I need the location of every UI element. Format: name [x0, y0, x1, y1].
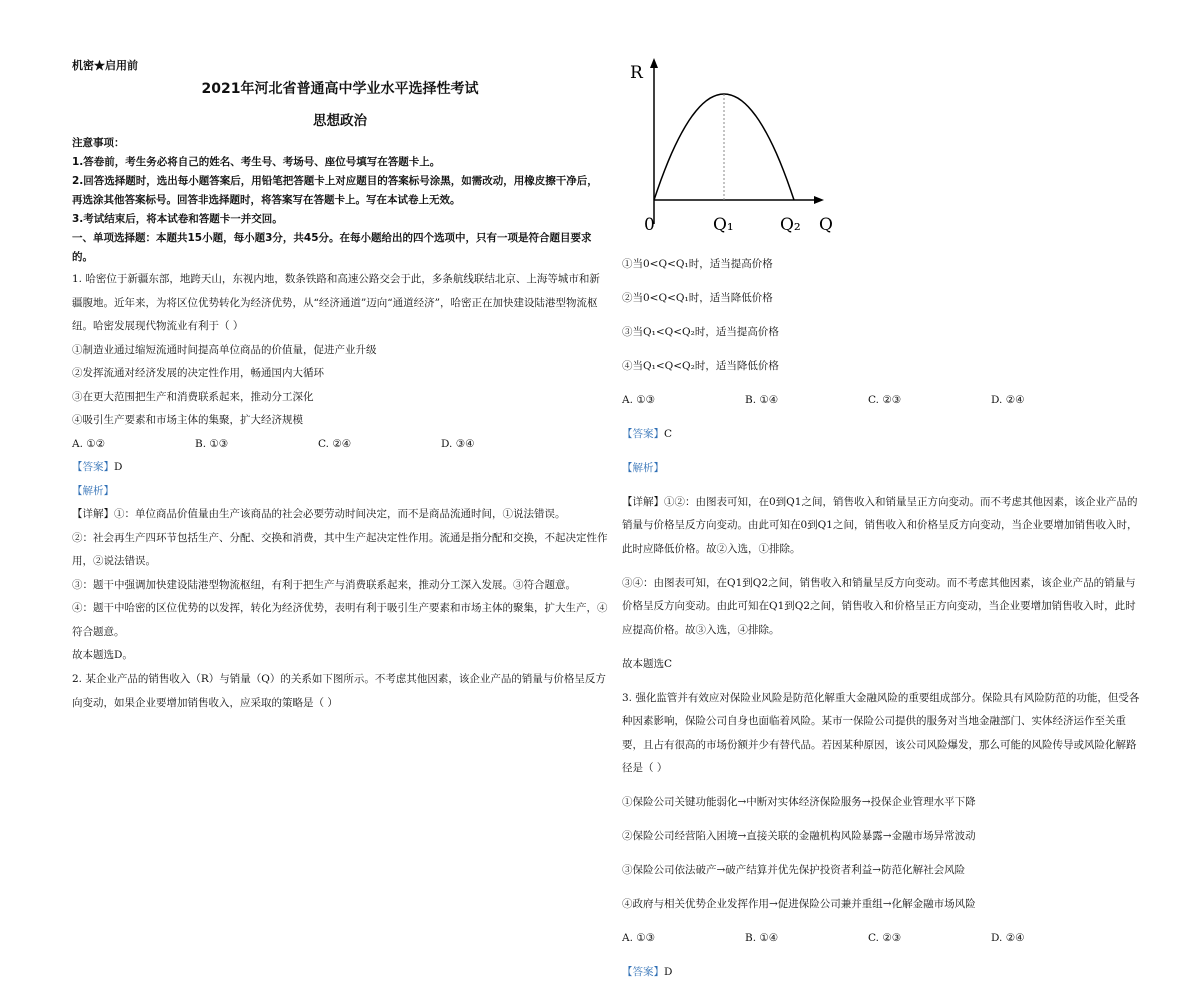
answer-tag: 【答案】: [622, 966, 664, 978]
statement: ①制造业通过缩短流通时间提高单位商品的价值量，促进产业升级: [72, 343, 377, 356]
statement: ①保险公司关键功能弱化→中断对实体经济保险服务→投保企业管理水平下降: [622, 796, 976, 808]
answer-line: [622, 961, 1144, 985]
statement: ②当0<Q<Q₁时，适当降低价格: [622, 291, 773, 304]
detail-line: ②：社会再生产四环节包括生产、分配、交换和消费，其中生产起决定性作用。流通是指分配和交换，不起决定性作用，②说法错误。: [72, 531, 608, 567]
detail-line: 故本题选C: [622, 657, 673, 670]
answer-tag: 【答案】: [622, 427, 664, 440]
option-a: A. ①②: [72, 437, 106, 450]
y-axis-arrow: [650, 58, 658, 68]
statement: ④吸引生产要素和市场主体的集聚，扩大经济规模: [72, 414, 303, 426]
analysis-tag: 【解析】: [72, 484, 114, 497]
question-stem: 3. 强化监管并有效应对保险业风险是防范化解重大金融风险的重要组成部分。保险具有风险防范的功能，但受各种因素影响，保险公司自身也面临着风险。某市一保险公司提供的服务对当地金融部门、实体经济运作至关重要，且占有很高的市场份额并少有替代品。若因某种原因，该公司风险爆发，那么可能的风险传导或风险化解路径是（ ）: [622, 691, 1140, 774]
subject-title: 思想政治: [313, 113, 367, 129]
answer-tag: 【答案】: [72, 461, 114, 473]
section-heading: 一、单项选择题：本题共15小题，每小题3分，共45分。在每小题给出的四个选项中，只有一项是符合题目要求的。: [72, 232, 592, 263]
option-c: C. ②④: [318, 437, 352, 450]
origin-label: 0: [644, 215, 655, 235]
detail-line: ③④：由图表可知，在Q1到Q2之间，销售收入和销量呈反方向变动。而不考虑其他因素，该企业产品的销量与价格呈反方向变动。由此可知在Q1到Q2之间，销售收入和价格呈正方向变动，当企业要增加销售收入时，此时应提高价格。故③入选，④排除。: [622, 576, 1136, 636]
options-row: [622, 389, 1144, 413]
option-d: D. ②④: [991, 932, 1025, 944]
detail-line: ④：题干中哈密的区位优势的以发挥，转化为经济优势，表明有利于吸引生产要素和市场主体的聚集，扩大生产，④符合题意。: [72, 602, 608, 638]
answer-value: D: [114, 461, 123, 473]
notes-item: 3.考试结束后，将本试卷和答题卡一并交回。: [72, 213, 283, 225]
x-axis-arrow: [814, 196, 824, 204]
statement: ②保险公司经营陷入困境→直接关联的金融机构风险暴露→金融市场异常波动: [622, 830, 976, 842]
question-2-stem: [72, 668, 608, 715]
option-b: B. ①④: [745, 932, 779, 944]
statement: ④当Q₁<Q<Q₂时，适当降低价格: [622, 359, 779, 372]
q2-label: Q₂: [780, 215, 801, 235]
answer-value: D: [664, 966, 673, 978]
question-stem: 1. 哈密位于新疆东部，地跨天山，东视内地，数条铁路和高速公路交会于此，多条航线联结北京、上海等城市和新疆腹地。近年来，为将区位优势转化为经济优势，从“经济通道”迈向“通道经济”，哈密正在加快建设陆港型物流枢纽。哈密发展现代物流业有利于（ ）: [72, 273, 600, 332]
secret-label: 机密★启用前: [72, 59, 138, 72]
revenue-quantity-graph: [622, 56, 852, 241]
statement: ①当0<Q<Q₁时，适当提高价格: [622, 257, 773, 270]
notes-section: [72, 134, 608, 267]
question-1: [72, 268, 608, 668]
option-a: A. ①③: [622, 932, 656, 944]
notes-item: 2.回答选择题时，选出每小题答案后，用铅笔把答题卡上对应题目的答案标号涂黑，如需改动，用橡皮擦干净后，再选涂其他答案标号。回答非选择题时，将答案写在答题卡上。写在本试卷上无效。: [72, 175, 598, 206]
option-d: D. ②④: [991, 393, 1025, 406]
option-d: D. ③④: [441, 437, 475, 450]
detail-line: 故本题选D。: [72, 649, 133, 661]
option-c: C. ②③: [868, 932, 902, 944]
analysis-tag: 【解析】: [622, 461, 664, 474]
notes-item: 1.答卷前，考生务必将自己的姓名、考生号、考场号、座位号填写在答题卡上。: [72, 156, 441, 168]
options-row: [72, 433, 608, 457]
x-axis-label: Q: [819, 215, 833, 235]
detail-line: 【详解】①②：由图表可知，在0到Q1之间，销售收入和销量呈正方向变动。而不考虑其他因素，该企业产品的销量与价格呈反方向变动。由此可知在0到Q1之间，销售收入和价格呈反方向变动，当企业要增加销售收入时，此时应降低价格。故②入选，①排除。: [622, 495, 1138, 555]
option-c: C. ②③: [868, 393, 902, 406]
exam-title: 2021年河北省普通高中学业水平选择性考试: [201, 81, 479, 97]
statement: ③当Q₁<Q<Q₂时，适当提高价格: [622, 325, 779, 338]
detail-line: 【详解】①：单位商品价值量由生产该商品的社会必要劳动时间决定，而不是商品流通时间，①说法错误。: [72, 508, 566, 520]
statement: ③保险公司依法破产→破产结算并优先保护投资者利益→防范化解社会风险: [622, 864, 966, 876]
answer-line: [72, 456, 608, 480]
option-b: B. ①④: [745, 393, 779, 406]
answer-line: [622, 423, 1144, 447]
statement: ②发挥流通对经济发展的决定性作用，畅通国内大循环: [72, 367, 324, 379]
answer-value: C: [664, 427, 673, 440]
options-row: [622, 927, 1144, 951]
option-a: A. ①③: [622, 393, 656, 406]
statement: ③在更大范围把生产和消费联系起来，推动分工深化: [72, 390, 314, 403]
question-stem: 2. 某企业产品的销售收入（R）与销量（Q）的关系如下图所示。不考虑其他因素，该企业产品的销量与价格呈反方向变动，如果企业要增加销售收入，应采取的策略是（ ）: [72, 673, 606, 709]
detail-line: ③：题干中强调加快建设陆港型物流枢纽，有利于把生产与消费联系起来，推动分工深入发展。③符合题意。: [72, 578, 576, 591]
question-2-body: [622, 242, 1144, 995]
statement: ④政府与相关优势企业发挥作用→促进保险公司兼并重组→化解金融市场风险: [622, 898, 976, 910]
y-axis-label: R: [630, 63, 643, 83]
q1-label: Q₁: [713, 215, 734, 235]
notes-heading: 注意事项：: [72, 137, 125, 149]
option-b: B. ①③: [195, 437, 229, 450]
